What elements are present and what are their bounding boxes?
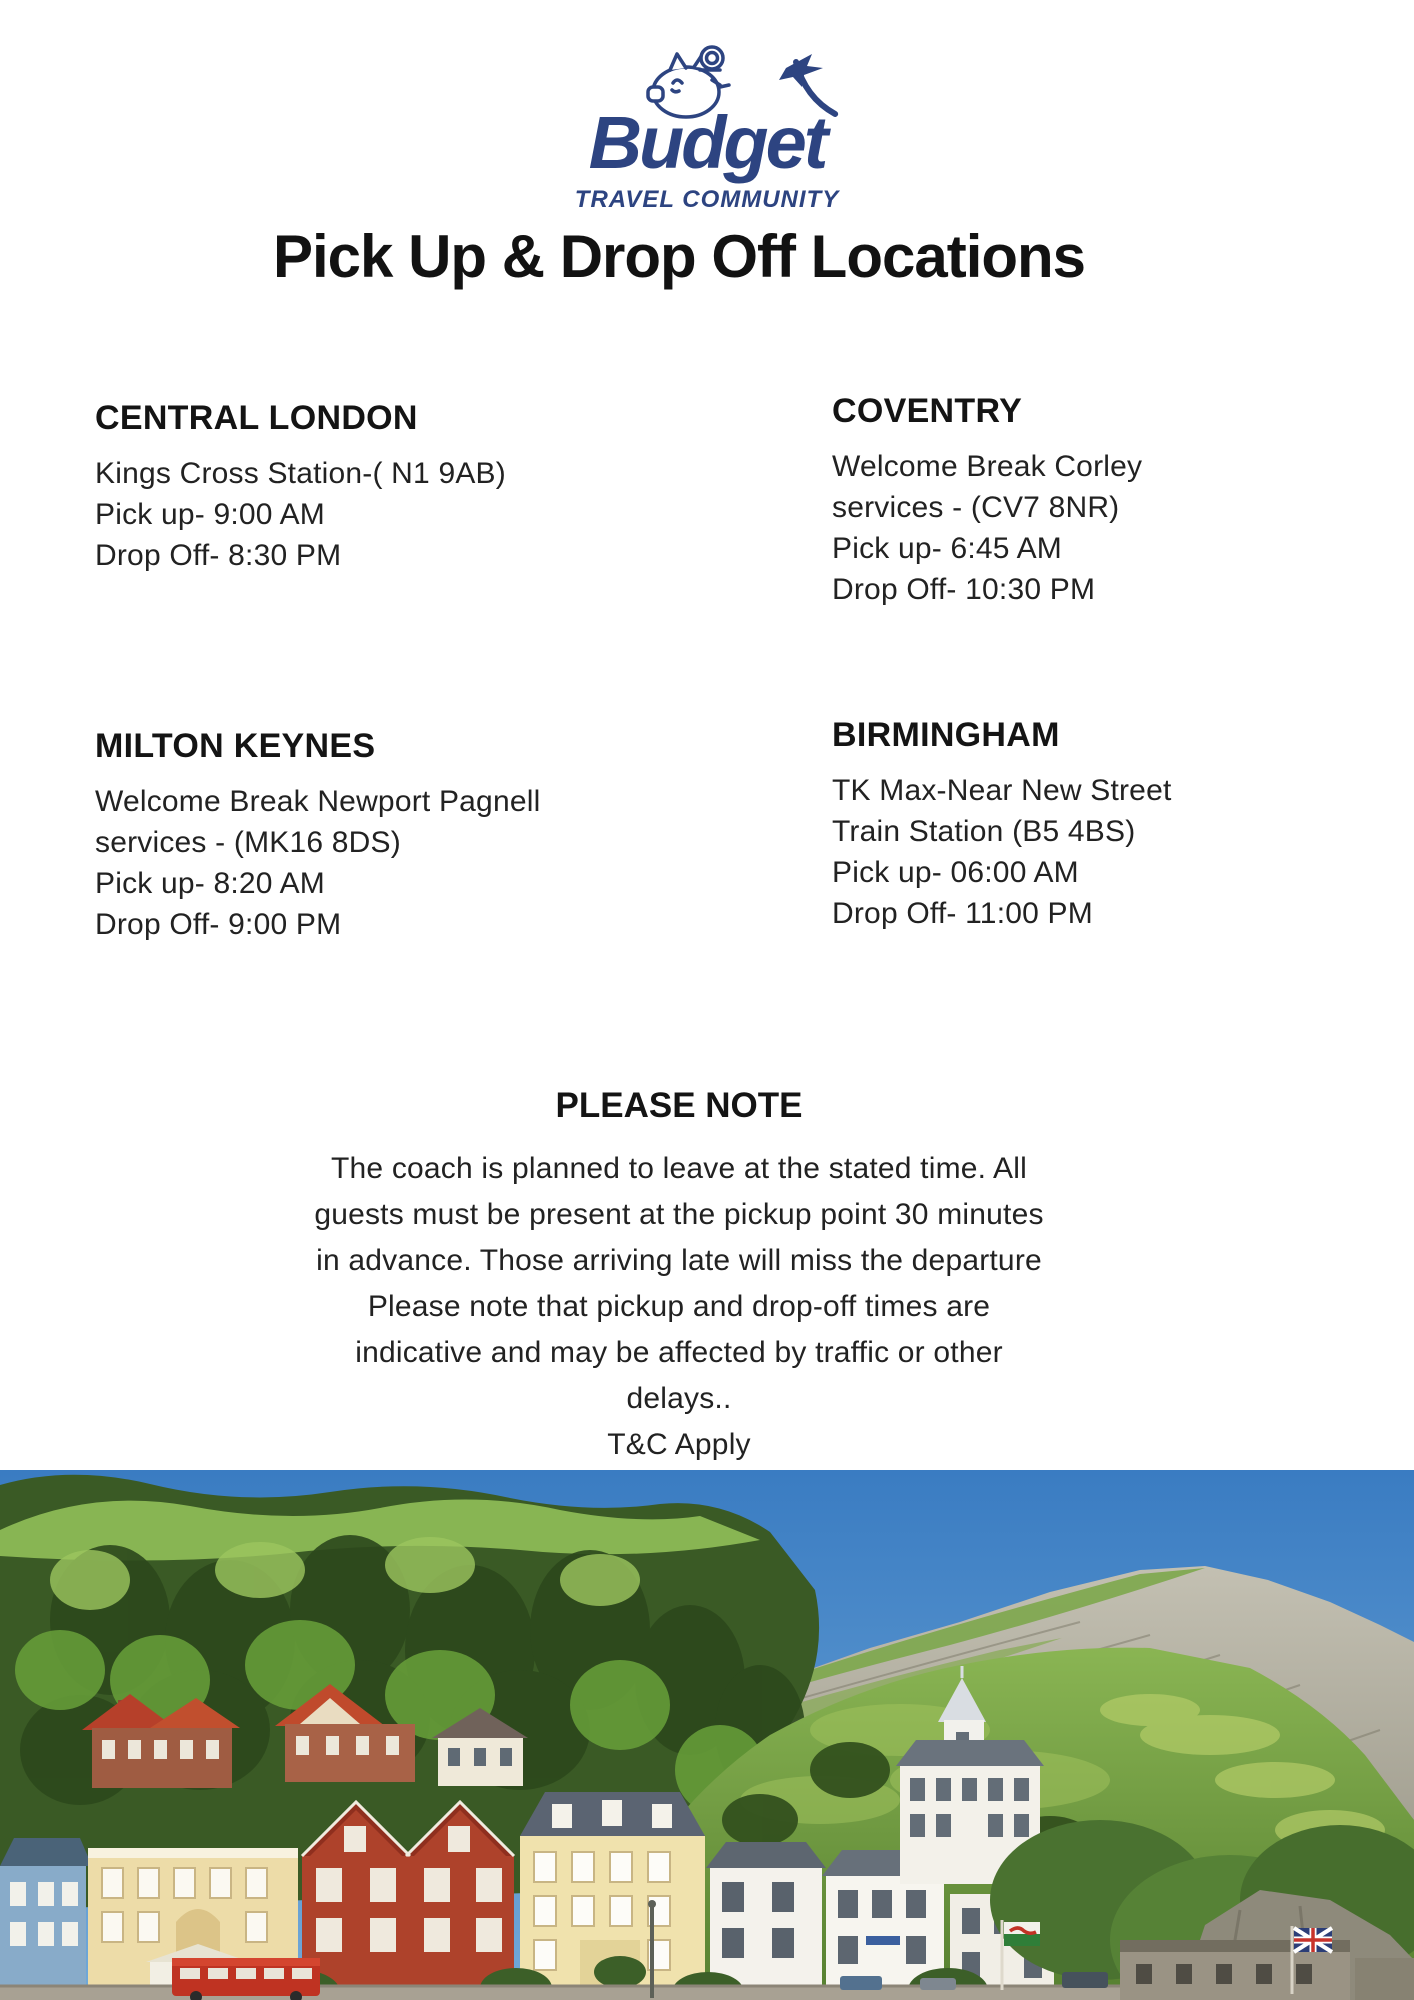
- location-heading: COVENTRY: [832, 392, 1023, 430]
- brand-logo: [0, 40, 1414, 214]
- location-line: Drop Off- 9:00 PM: [95, 908, 342, 941]
- location-line: Drop Off- 10:30 PM: [832, 573, 1096, 606]
- notice-line: indicative and may be affected by traffic or other: [355, 1336, 1003, 1369]
- notice-line: delays..: [626, 1382, 732, 1415]
- location-line: services - (CV7 8NR): [832, 491, 1120, 524]
- location-line: TK Max-Near New Street: [832, 774, 1172, 807]
- location-heading: BIRMINGHAM: [832, 716, 1060, 754]
- photo-bus: [172, 1958, 320, 2000]
- notice-line: Please note that pickup and drop-off times are: [367, 1290, 991, 1323]
- location-line: Welcome Break Corley: [832, 450, 1143, 483]
- location-birmingham: [832, 716, 1414, 934]
- location-milton-keynes: [95, 727, 715, 945]
- brand-name: Budget: [588, 101, 826, 184]
- location-line: Pick up- 06:00 AM: [832, 856, 1079, 889]
- location-line: Drop Off- 11:00 PM: [832, 897, 1093, 930]
- brand-tagline: TRAVEL COMMUNITY: [574, 186, 840, 213]
- location-line: Kings Cross Station-( N1 9AB): [95, 457, 506, 490]
- notice-line: guests must be present at the pickup point 30 minutes: [314, 1198, 1044, 1231]
- location-central-london: [95, 399, 715, 576]
- location-coventry: [832, 392, 1414, 610]
- notice-title: PLEASE NOTE: [555, 1086, 803, 1125]
- location-line: Drop Off- 8:30 PM: [95, 539, 342, 572]
- location-heading: MILTON KEYNES: [95, 727, 376, 765]
- hero-photo: [0, 1470, 1414, 2000]
- location-line: Train Station (B5 4BS): [832, 815, 1136, 848]
- notice-tandc: T&C Apply: [607, 1428, 751, 1461]
- notice-line: in advance. Those arriving late will miss the departure: [316, 1244, 1042, 1277]
- location-line: Pick up- 6:45 AM: [832, 532, 1062, 565]
- page-title: Pick Up & Drop Off Locations: [272, 223, 1086, 290]
- notice-line: The coach is planned to leave at the stated time. All: [330, 1152, 1027, 1185]
- location-line: Welcome Break Newport Pagnell: [95, 785, 541, 818]
- location-line: Pick up- 8:20 AM: [95, 867, 325, 900]
- notice-section: [0, 1086, 1358, 1468]
- location-heading: CENTRAL LONDON: [95, 399, 418, 437]
- location-line: Pick up- 9:00 AM: [95, 498, 325, 531]
- location-line: services - (MK16 8DS): [95, 826, 401, 859]
